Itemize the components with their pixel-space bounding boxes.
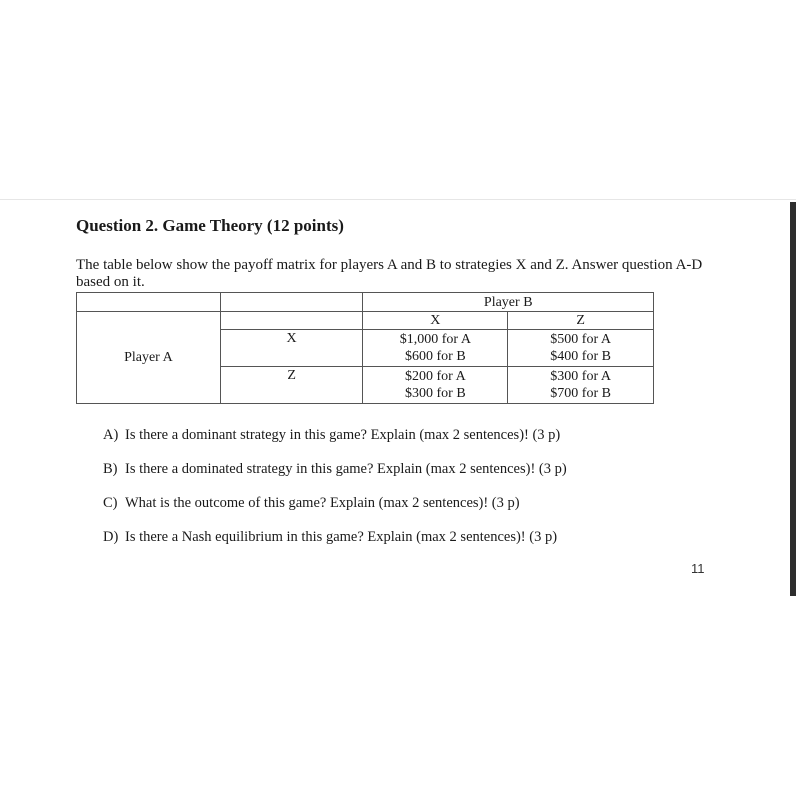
table-subheader-row bbox=[77, 312, 654, 330]
payoff-a: $1,000 for A bbox=[399, 332, 471, 347]
item-text: Is there a Nash equilibrium in this game? Explain (max 2 sentences)! (3 p) bbox=[125, 529, 558, 545]
page-edge-shadow bbox=[790, 202, 796, 596]
payoff-b: $400 for B bbox=[550, 349, 611, 364]
page-number: 11 bbox=[691, 561, 705, 576]
payoff-cell-xx bbox=[363, 330, 508, 367]
payoff-cell-xz bbox=[508, 330, 654, 367]
list-item bbox=[103, 492, 567, 526]
table-header-row bbox=[77, 293, 654, 312]
payoff-matrix bbox=[76, 292, 654, 404]
payoff-a: $500 for A bbox=[550, 332, 611, 347]
payoff-b: $600 for B bbox=[405, 349, 466, 364]
col-header-x: X bbox=[363, 312, 508, 330]
payoff-b: $300 for B bbox=[405, 386, 466, 401]
player-a-label: Player A bbox=[77, 312, 221, 404]
item-text: Is there a dominant strategy in this game? Explain (max 2 sentences)! (3 p) bbox=[125, 427, 561, 443]
payoff-cell-zz bbox=[508, 367, 654, 404]
payoff-a: $200 for A bbox=[405, 369, 466, 384]
item-letter: D) bbox=[103, 529, 119, 545]
question-title: Question 2. Game Theory (12 points) bbox=[76, 216, 344, 235]
item-letter: B) bbox=[103, 461, 118, 477]
list-item bbox=[103, 458, 567, 492]
player-b-label: Player B bbox=[363, 293, 654, 312]
payoff-cell-zx bbox=[363, 367, 508, 404]
item-text: Is there a dominated strategy in this game? Explain (max 2 sentences)! (3 p) bbox=[125, 461, 567, 477]
item-text: What is the outcome of this game? Explain (max 2 sentences)! (3 p) bbox=[125, 495, 520, 511]
list-item bbox=[103, 526, 567, 560]
question-intro: The table below show the payoff matrix for players A and B to strategies X and Z. Answer question A-D based on it. bbox=[76, 257, 703, 290]
row-strategy-z: Z bbox=[220, 367, 363, 404]
row-strategy-x: X bbox=[220, 330, 363, 367]
empty-header-cell bbox=[220, 293, 363, 312]
payoff-a: $300 for A bbox=[550, 369, 611, 384]
item-letter: A) bbox=[103, 427, 119, 443]
empty-corner-cell bbox=[77, 293, 221, 312]
empty-strategy-header bbox=[220, 312, 363, 330]
list-item bbox=[103, 424, 567, 458]
payoff-b: $700 for B bbox=[550, 386, 611, 401]
col-header-z: Z bbox=[508, 312, 654, 330]
item-letter: C) bbox=[103, 495, 118, 511]
question-list bbox=[103, 424, 567, 560]
